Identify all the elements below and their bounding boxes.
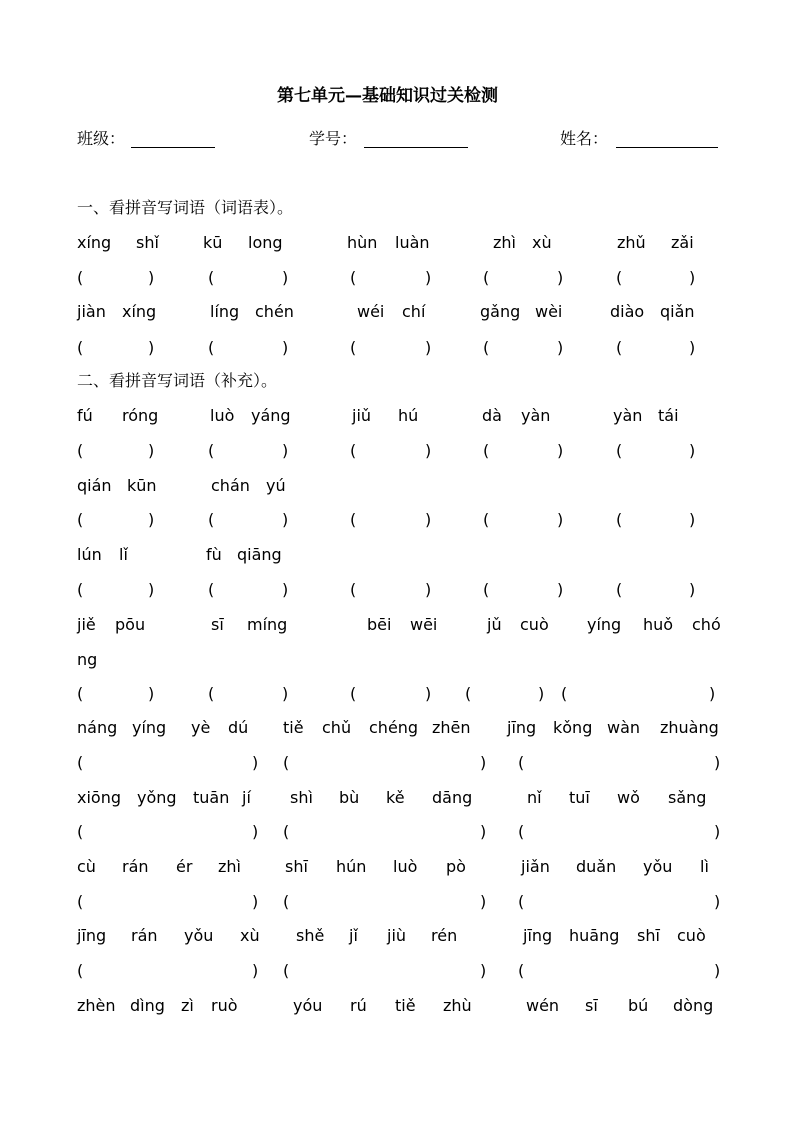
- pinyin-syllable: rán: [122, 857, 149, 876]
- pinyin-syllable: líng: [210, 302, 240, 321]
- pinyin-syllable: míng: [247, 615, 288, 634]
- pinyin-syllable: wéi: [357, 302, 385, 321]
- class-label: 班级：: [77, 129, 126, 148]
- close-paren: ): [425, 338, 432, 357]
- pinyin-syllable: yú: [266, 476, 286, 495]
- pinyin-syllable: qiǎn: [660, 302, 695, 321]
- pinyin-syllable: shǐ: [136, 233, 159, 252]
- open-paren: (: [483, 268, 490, 287]
- close-paren: ): [557, 441, 564, 460]
- open-paren: (: [616, 510, 623, 529]
- pinyin-syllable: pò: [446, 857, 466, 876]
- open-paren: (: [208, 441, 215, 460]
- pinyin-syllable: diào: [610, 302, 645, 321]
- open-paren: (: [616, 580, 623, 599]
- pinyin-syllable: xíng: [77, 233, 112, 252]
- close-paren: ): [714, 753, 721, 772]
- close-paren: ): [709, 684, 716, 703]
- pinyin-syllable: long: [248, 233, 283, 252]
- pinyin-syllable: jiǎn: [521, 857, 550, 876]
- pinyin-syllable: yíng: [132, 718, 167, 737]
- pinyin-syllable: dìng: [130, 996, 165, 1015]
- pinyin-syllable: cù: [77, 857, 96, 876]
- close-paren: ): [714, 961, 721, 980]
- close-paren: ): [425, 441, 432, 460]
- pinyin-syllable: yǒng: [137, 788, 177, 807]
- pinyin-syllable: xù: [240, 926, 260, 945]
- pinyin-syllable: lǐ: [119, 545, 128, 564]
- pinyin-syllable: wēi: [410, 615, 438, 634]
- pinyin-syllable: yàn: [521, 406, 551, 425]
- pinyin-syllable: fù: [206, 545, 222, 564]
- pinyin-syllable: chí: [402, 302, 426, 321]
- student-number-blank[interactable]: [364, 147, 468, 148]
- open-paren: (: [350, 580, 357, 599]
- close-paren: ): [148, 441, 155, 460]
- open-paren: (: [77, 961, 84, 980]
- pinyin-syllable: zhuàng: [660, 718, 719, 737]
- close-paren: ): [425, 580, 432, 599]
- pinyin-syllable: yóu: [293, 996, 323, 1015]
- close-paren: ): [480, 892, 487, 911]
- close-paren: ): [148, 268, 155, 287]
- pinyin-syllable: yè: [191, 718, 211, 737]
- close-paren: ): [282, 684, 289, 703]
- pinyin-syllable: yíng: [587, 615, 622, 634]
- pinyin-syllable: jí: [242, 788, 251, 807]
- pinyin-syllable: chǔ: [322, 718, 352, 737]
- open-paren: (: [283, 961, 290, 980]
- open-paren: (: [518, 892, 525, 911]
- pinyin-syllable: róng: [122, 406, 159, 425]
- name-blank[interactable]: [616, 147, 718, 148]
- pinyin-syllable: qián: [77, 476, 112, 495]
- open-paren: (: [483, 441, 490, 460]
- pinyin-syllable: sǎng: [668, 788, 707, 807]
- pinyin-syllable: tái: [658, 406, 679, 425]
- pinyin-syllable: zhǔ: [617, 233, 646, 252]
- pinyin-syllable: xiōng: [77, 788, 121, 807]
- pinyin-syllable: rán: [131, 926, 158, 945]
- pinyin-syllable: kě: [386, 788, 405, 807]
- section2-heading: 二、看拼音写词语（补充）。: [77, 371, 278, 390]
- open-paren: (: [350, 338, 357, 357]
- pinyin-syllable: yáng: [251, 406, 291, 425]
- close-paren: ): [557, 580, 564, 599]
- close-paren: ): [148, 580, 155, 599]
- open-paren: (: [518, 961, 525, 980]
- close-paren: ): [148, 338, 155, 357]
- open-paren: (: [518, 822, 525, 841]
- section1-heading: 一、看拼音写词语（词语表）。: [77, 198, 294, 217]
- pinyin-syllable: jīng: [523, 926, 553, 945]
- pinyin-syllable: dú: [228, 718, 249, 737]
- pinyin-syllable: yǒu: [643, 857, 673, 876]
- pinyin-syllable: kū: [203, 233, 223, 252]
- open-paren: (: [465, 684, 472, 703]
- pinyin-syllable: jiù: [387, 926, 407, 945]
- pinyin-syllable: xíng: [122, 302, 157, 321]
- pinyin-syllable: bú: [628, 996, 649, 1015]
- close-paren: ): [252, 892, 259, 911]
- pinyin-syllable: sī: [211, 615, 224, 634]
- close-paren: ): [282, 510, 289, 529]
- open-paren: (: [350, 684, 357, 703]
- open-paren: (: [283, 892, 290, 911]
- pinyin-syllable: wǒ: [617, 788, 640, 807]
- close-paren: ): [425, 510, 432, 529]
- close-paren: ): [148, 684, 155, 703]
- close-paren: ): [714, 892, 721, 911]
- open-paren: (: [208, 268, 215, 287]
- pinyin-syllable: luò: [393, 857, 418, 876]
- pinyin-syllable: zhèn: [77, 996, 116, 1015]
- open-paren: (: [208, 338, 215, 357]
- pinyin-wrap-text: ng: [77, 650, 98, 669]
- pinyin-syllable: zhì: [493, 233, 516, 252]
- pinyin-syllable: wàn: [607, 718, 641, 737]
- pinyin-syllable: shī: [637, 926, 660, 945]
- open-paren: (: [350, 441, 357, 460]
- pinyin-syllable: kūn: [127, 476, 157, 495]
- name-label: 姓名：: [560, 129, 609, 148]
- close-paren: ): [148, 510, 155, 529]
- close-paren: ): [252, 961, 259, 980]
- pinyin-syllable: jǐ: [349, 926, 358, 945]
- close-paren: ): [252, 753, 259, 772]
- pinyin-syllable: chó: [692, 615, 721, 634]
- pinyin-syllable: tuī: [569, 788, 590, 807]
- close-paren: ): [480, 753, 487, 772]
- close-paren: ): [689, 580, 696, 599]
- open-paren: (: [561, 684, 568, 703]
- pinyin-syllable: kǒng: [553, 718, 593, 737]
- pinyin-syllable: tiě: [283, 718, 304, 737]
- pinyin-syllable: luàn: [395, 233, 430, 252]
- pinyin-syllable: fú: [77, 406, 93, 425]
- close-paren: ): [425, 268, 432, 287]
- pinyin-syllable: yàn: [613, 406, 643, 425]
- close-paren: ): [538, 684, 545, 703]
- close-paren: ): [282, 268, 289, 287]
- pinyin-syllable: bēi: [367, 615, 392, 634]
- pinyin-syllable: cuò: [520, 615, 549, 634]
- close-paren: ): [689, 441, 696, 460]
- close-paren: ): [557, 338, 564, 357]
- close-paren: ): [480, 822, 487, 841]
- pinyin-syllable: jiě: [77, 615, 96, 634]
- open-paren: (: [77, 580, 84, 599]
- open-paren: (: [77, 338, 84, 357]
- pinyin-syllable: ruò: [211, 996, 238, 1015]
- pinyin-syllable: dāng: [432, 788, 473, 807]
- close-paren: ): [557, 268, 564, 287]
- open-paren: (: [616, 338, 623, 357]
- pinyin-syllable: zì: [181, 996, 194, 1015]
- pinyin-syllable: shī: [285, 857, 308, 876]
- close-paren: ): [714, 822, 721, 841]
- close-paren: ): [557, 510, 564, 529]
- open-paren: (: [483, 510, 490, 529]
- open-paren: (: [283, 753, 290, 772]
- close-paren: ): [282, 338, 289, 357]
- pinyin-syllable: jǔ: [487, 615, 502, 634]
- open-paren: (: [77, 892, 84, 911]
- pinyin-syllable: jiǔ: [352, 406, 372, 425]
- open-paren: (: [616, 441, 623, 460]
- open-paren: (: [77, 753, 84, 772]
- pinyin-syllable: dà: [482, 406, 502, 425]
- class-blank[interactable]: [131, 147, 215, 148]
- pinyin-syllable: rén: [431, 926, 458, 945]
- pinyin-syllable: rú: [350, 996, 367, 1015]
- pinyin-syllable: chán: [211, 476, 250, 495]
- pinyin-syllable: jīng: [507, 718, 537, 737]
- close-paren: ): [480, 961, 487, 980]
- pinyin-syllable: hú: [398, 406, 419, 425]
- open-paren: (: [77, 684, 84, 703]
- open-paren: (: [350, 510, 357, 529]
- pinyin-syllable: zhēn: [432, 718, 471, 737]
- close-paren: ): [689, 338, 696, 357]
- pinyin-syllable: ér: [176, 857, 193, 876]
- pinyin-syllable: zǎi: [671, 233, 694, 252]
- pinyin-syllable: chéng: [369, 718, 419, 737]
- pinyin-syllable: shě: [296, 926, 325, 945]
- open-paren: (: [208, 684, 215, 703]
- open-paren: (: [77, 510, 84, 529]
- pinyin-syllable: lún: [77, 545, 102, 564]
- pinyin-syllable: duǎn: [576, 857, 617, 876]
- open-paren: (: [208, 580, 215, 599]
- pinyin-syllable: pōu: [115, 615, 146, 634]
- pinyin-syllable: yǒu: [184, 926, 214, 945]
- pinyin-syllable: zhù: [443, 996, 472, 1015]
- pinyin-syllable: huǒ: [643, 615, 674, 634]
- pinyin-syllable: náng: [77, 718, 118, 737]
- pinyin-syllable: jiàn: [77, 302, 106, 321]
- pinyin-syllable: jīng: [77, 926, 107, 945]
- open-paren: (: [483, 338, 490, 357]
- open-paren: (: [518, 753, 525, 772]
- pinyin-syllable: sī: [585, 996, 598, 1015]
- pinyin-syllable: dòng: [673, 996, 714, 1015]
- pinyin-syllable: nǐ: [527, 788, 542, 807]
- pinyin-syllable: luò: [210, 406, 235, 425]
- student-number-label: 学号：: [309, 129, 358, 148]
- close-paren: ): [689, 510, 696, 529]
- pinyin-syllable: tiě: [395, 996, 416, 1015]
- close-paren: ): [282, 580, 289, 599]
- close-paren: ): [282, 441, 289, 460]
- pinyin-syllable: chén: [255, 302, 294, 321]
- pinyin-syllable: zhì: [218, 857, 241, 876]
- pinyin-syllable: wèi: [535, 302, 563, 321]
- pinyin-syllable: tuān: [193, 788, 230, 807]
- close-paren: ): [689, 268, 696, 287]
- page-title: 第七单元—基础知识过关检测: [277, 86, 498, 106]
- pinyin-syllable: hùn: [347, 233, 378, 252]
- open-paren: (: [350, 268, 357, 287]
- pinyin-syllable: huāng: [569, 926, 620, 945]
- close-paren: ): [425, 684, 432, 703]
- pinyin-syllable: wén: [526, 996, 560, 1015]
- open-paren: (: [77, 268, 84, 287]
- pinyin-syllable: shì: [290, 788, 313, 807]
- pinyin-syllable: gǎng: [480, 302, 521, 321]
- pinyin-syllable: cuò: [677, 926, 706, 945]
- open-paren: (: [483, 580, 490, 599]
- pinyin-syllable: hún: [336, 857, 367, 876]
- open-paren: (: [616, 268, 623, 287]
- open-paren: (: [283, 822, 290, 841]
- open-paren: (: [77, 822, 84, 841]
- pinyin-syllable: lì: [700, 857, 709, 876]
- open-paren: (: [77, 441, 84, 460]
- pinyin-syllable: xù: [532, 233, 552, 252]
- pinyin-syllable: qiāng: [237, 545, 282, 564]
- pinyin-syllable: bù: [339, 788, 360, 807]
- close-paren: ): [252, 822, 259, 841]
- open-paren: (: [208, 510, 215, 529]
